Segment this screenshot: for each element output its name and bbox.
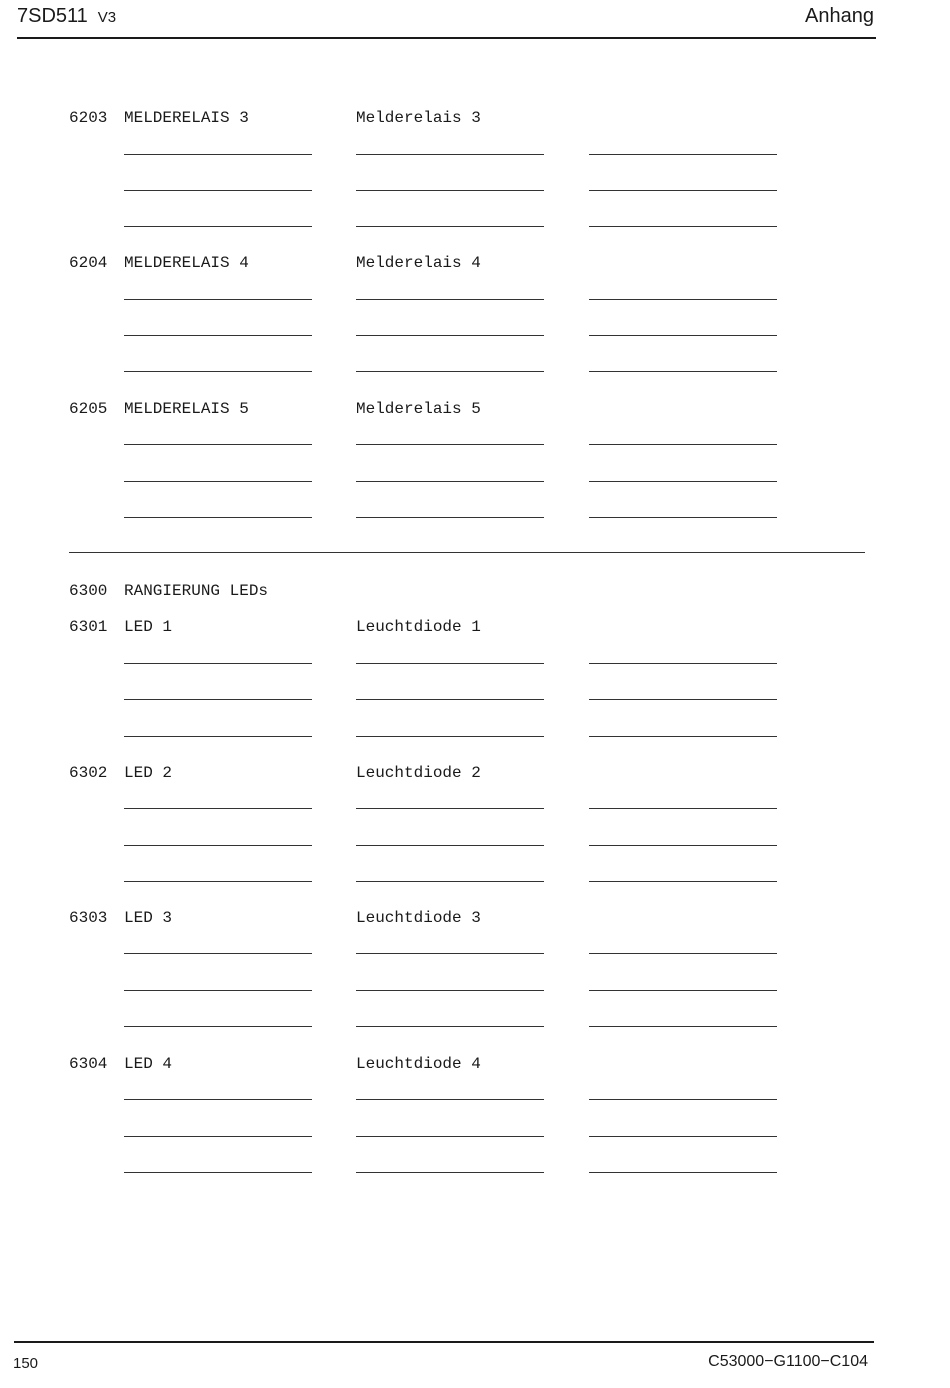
fill-in-line xyxy=(124,881,312,882)
fill-in-line xyxy=(589,1026,777,1027)
fill-in-line xyxy=(356,190,544,191)
fill-in-line xyxy=(589,1136,777,1137)
fill-in-line xyxy=(356,663,544,664)
fill-in-line xyxy=(356,1172,544,1173)
fill-in-line xyxy=(356,299,544,300)
fill-in-line xyxy=(356,444,544,445)
entry-description: Melderelais 3 xyxy=(356,109,481,127)
fill-in-line xyxy=(589,845,777,846)
fill-in-line xyxy=(589,154,777,155)
fill-in-line xyxy=(356,226,544,227)
fill-in-line xyxy=(124,444,312,445)
entry-description: Melderelais 5 xyxy=(356,400,481,418)
entry-code: 6302 xyxy=(69,764,108,782)
fill-in-line xyxy=(124,845,312,846)
fill-in-line xyxy=(356,881,544,882)
fill-in-line xyxy=(589,699,777,700)
fill-in-line xyxy=(124,699,312,700)
fill-in-line xyxy=(356,699,544,700)
entry-code: 6304 xyxy=(69,1055,108,1073)
section-divider xyxy=(69,552,865,553)
header-divider xyxy=(17,37,876,39)
model-version: V3 xyxy=(97,9,117,26)
entry-name: LED 3 xyxy=(124,909,173,927)
fill-in-line xyxy=(356,335,544,336)
entry-name: MELDERELAIS 5 xyxy=(124,400,249,418)
fill-in-line xyxy=(124,953,312,954)
fill-in-line xyxy=(589,299,777,300)
fill-in-line xyxy=(124,736,312,737)
entry-description: Leuchtdiode 3 xyxy=(356,909,481,927)
fill-in-line xyxy=(589,1099,777,1100)
entry-name: LED 4 xyxy=(124,1055,173,1073)
entry-description: Leuchtdiode 1 xyxy=(356,618,481,636)
fill-in-line xyxy=(589,990,777,991)
fill-in-line xyxy=(356,845,544,846)
page-number: 150 xyxy=(13,1355,39,1372)
fill-in-line xyxy=(356,154,544,155)
entry-code: 6204 xyxy=(69,254,108,272)
fill-in-line xyxy=(589,663,777,664)
fill-in-line xyxy=(589,517,777,518)
fill-in-line xyxy=(124,1099,312,1100)
entry-code: 6205 xyxy=(69,400,108,418)
entry-description: Leuchtdiode 2 xyxy=(356,764,481,782)
fill-in-line xyxy=(124,226,312,227)
entry-name: MELDERELAIS 4 xyxy=(124,254,249,272)
group-code: 6300 xyxy=(69,582,108,600)
fill-in-line xyxy=(124,808,312,809)
fill-in-line xyxy=(356,1026,544,1027)
fill-in-line xyxy=(356,481,544,482)
order-number: C53000−G1100−C104 xyxy=(708,1353,868,1370)
fill-in-line xyxy=(124,371,312,372)
fill-in-line xyxy=(589,881,777,882)
fill-in-line xyxy=(356,517,544,518)
fill-in-line xyxy=(124,517,312,518)
fill-in-line xyxy=(589,190,777,191)
fill-in-line xyxy=(589,481,777,482)
entry-name: MELDERELAIS 3 xyxy=(124,109,249,127)
entry-description: Leuchtdiode 4 xyxy=(356,1055,481,1073)
fill-in-line xyxy=(589,444,777,445)
entry-code: 6203 xyxy=(69,109,108,127)
fill-in-line xyxy=(124,1136,312,1137)
group-title: RANGIERUNG LEDs xyxy=(124,582,269,600)
fill-in-line xyxy=(124,190,312,191)
model-name: 7SD511 xyxy=(17,5,88,27)
fill-in-line xyxy=(124,1172,312,1173)
fill-in-line xyxy=(124,299,312,300)
fill-in-line xyxy=(356,736,544,737)
fill-in-line xyxy=(124,990,312,991)
fill-in-line xyxy=(589,736,777,737)
entry-name: LED 2 xyxy=(124,764,173,782)
fill-in-line xyxy=(356,990,544,991)
fill-in-line xyxy=(124,663,312,664)
entry-code: 6301 xyxy=(69,618,108,636)
fill-in-line xyxy=(589,226,777,227)
fill-in-line xyxy=(124,335,312,336)
fill-in-line xyxy=(356,808,544,809)
fill-in-line xyxy=(589,953,777,954)
fill-in-line xyxy=(356,1099,544,1100)
fill-in-line xyxy=(124,1026,312,1027)
fill-in-line xyxy=(589,1172,777,1173)
fill-in-line xyxy=(356,1136,544,1137)
fill-in-line xyxy=(589,371,777,372)
entry-name: LED 1 xyxy=(124,618,173,636)
fill-in-line xyxy=(589,335,777,336)
section-title: Anhang xyxy=(805,5,874,27)
footer-divider xyxy=(14,1341,874,1343)
header-model xyxy=(17,5,116,29)
fill-in-line xyxy=(589,808,777,809)
fill-in-line xyxy=(356,953,544,954)
entry-description: Melderelais 4 xyxy=(356,254,481,272)
fill-in-line xyxy=(356,371,544,372)
fill-in-line xyxy=(124,154,312,155)
entry-code: 6303 xyxy=(69,909,108,927)
fill-in-line xyxy=(124,481,312,482)
